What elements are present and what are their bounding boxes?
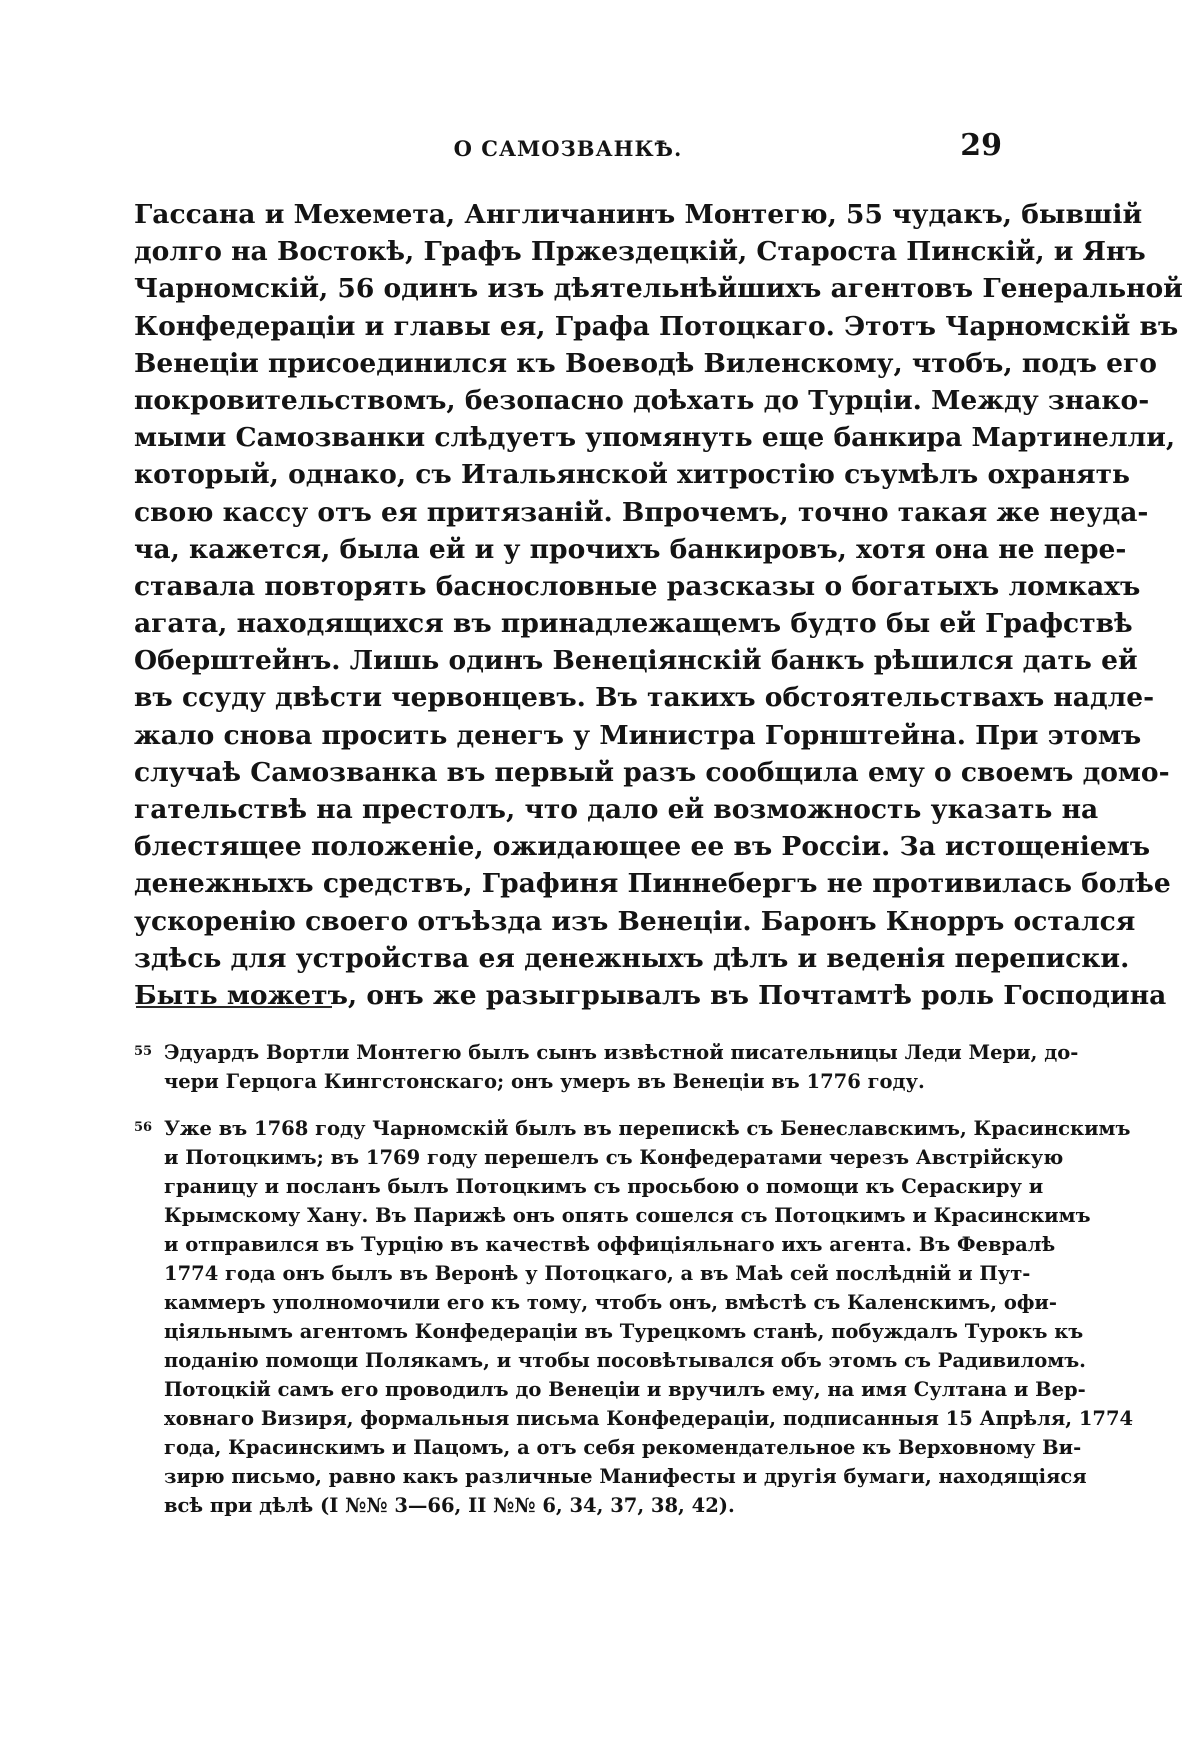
text-line: Конфедераціи и главы ея, Графа Потоцкаго. Этотъ Чарномскій въ: [134, 310, 1179, 342]
footnote-marker: 55: [134, 1044, 153, 1059]
footnote-56: [134, 1114, 1134, 1520]
text-line: свою кассу отъ ея притязаній. Впрочемъ, точно такая же неуда-: [134, 496, 1149, 528]
text-line: ставала повторять баснословные разсказы о богатыхъ ломкахъ: [134, 570, 1141, 602]
text-line: ускоренію своего отъѣзда изъ Венеціи. Баронъ Кнорръ остался: [134, 905, 1136, 937]
running-head: О САМОЗВАНКѢ.: [453, 136, 683, 161]
footnote-marker: 56: [134, 1120, 153, 1135]
text-line: Оберштейнъ. Лишь одинъ Венеціянскій банкъ рѣшился дать ей: [134, 645, 1138, 677]
text-line: агата, находящихся въ принадлежащемъ будто бы ей Графствѣ: [134, 608, 1133, 640]
text-line: Гассана и Мехемета, Англичанинъ Монтегю, 55 чудакъ, бывшій: [134, 199, 1143, 230]
footnote-line: Потоцкій самъ его проводилъ до Венеціи и вручилъ ему, на имя Султана и Вер-: [164, 1378, 1086, 1401]
text-line: который, однако, съ Итальянской хитростію съумѣлъ охранять: [134, 459, 1131, 491]
text-line: покровительствомъ, безопасно доѣхать до Турціи. Между знако-: [134, 384, 1150, 416]
footnote-line: и отправился въ Турцію въ качествѣ оффиціяльнаго ихъ агента. Въ Февралѣ: [164, 1233, 1056, 1256]
footnotes: [134, 1038, 1134, 1538]
footnote-line: Эдуардъ Вортли Монтегю былъ сынъ извѣстной писательницы Леди Мери, до-: [164, 1041, 1079, 1064]
page-number: 29: [960, 128, 1002, 163]
footnote-line: Уже въ 1768 году Чарномскій былъ въ перепискѣ съ Бенеславскимъ, Красинскимъ: [164, 1117, 1131, 1140]
text-line: Быть можетъ, онъ же разыгрывалъ въ Почтамтѣ роль Господина: [134, 979, 1167, 1011]
main-text: [134, 196, 1183, 1014]
text-line: въ ссуду двѣсти червонцевъ. Въ такихъ обстоятельствахъ надле-: [134, 682, 1155, 714]
footnote-55: [134, 1038, 1079, 1096]
text-line: гательствѣ на престолъ, что дало ей возможность указать на: [134, 794, 1099, 825]
footnote-line: поданію помощи Полякамъ, и чтобы посовѣтывался объ этомъ съ Радивиломъ.: [164, 1349, 1086, 1372]
text-line: мыми Самозванки слѣдуетъ упомянуть еще банкира Мартинелли,: [134, 422, 1176, 454]
footnote-line: зирю письмо, равно какъ различные Манифесты и другія бумаги, находящіяся: [164, 1465, 1087, 1488]
text-line: ча, кажется, была ей и у прочихъ банкировъ, хотя она не пере-: [134, 533, 1127, 565]
footnote-line: Крымскому Хану. Въ Парижѣ онъ опять сошелся съ Потоцкимъ и Красинскимъ: [164, 1204, 1091, 1227]
footnote-line: чери Герцога Кингстонскаго; онъ умеръ въ Венеціи въ 1776 году.: [164, 1070, 925, 1093]
footnote-line: и Потоцкимъ; въ 1769 году перешелъ съ Конфедератами черезъ Австрійскую: [164, 1146, 1064, 1169]
text-line: случаѣ Самозванка въ первый разъ сообщила ему о своемъ домо-: [134, 756, 1170, 788]
text-line: долго на Востокѣ, Графъ Пржездецкій, Староста Пинскій, и Янъ: [134, 236, 1146, 268]
text-line: жало снова просить денегъ у Министра Горнштейна. При этомъ: [134, 719, 1142, 751]
page-header: [134, 128, 1002, 168]
footnote-separator: [136, 1006, 332, 1008]
footnote-line: года, Красинскимъ и Пацомъ, а отъ себя рекомендательное къ Верховному Ви-: [164, 1436, 1082, 1459]
text-line: блестящее положеніе, ожидающее ее въ Россіи. За истощеніемъ: [134, 831, 1151, 863]
footnote-line: каммеръ уполномочили его къ тому, чтобъ онъ, вмѣстѣ съ Каленскимъ, офи-: [164, 1291, 1057, 1314]
text-line: Чарномскій, 56 одинъ изъ дѣятельнѣйшихъ агентовъ Генеральной: [134, 273, 1183, 305]
text-line: Венеціи присоединился къ Воеводѣ Виленскому, чтобъ, подъ его: [134, 347, 1157, 379]
footnote-line: 1774 года онъ былъ въ Веронѣ у Потоцкаго, а въ Маѣ сей послѣдній и Пут-: [164, 1262, 1031, 1285]
footnote-line: ціяльнымъ агентомъ Конфедераціи въ Турецкомъ станѣ, побуждалъ Турокъ къ: [164, 1320, 1084, 1343]
footnote-line: ховнаго Визиря, формальныя письма Конфедераціи, подписанныя 15 Апрѣля, 1774: [164, 1407, 1134, 1430]
footnote-line: всѣ при дѣлѣ (I №№ 3—66, II №№ 6, 34, 37, 38, 42).: [164, 1494, 735, 1517]
text-line: здѣсь для устройства ея денежныхъ дѣлъ и веденія переписки.: [134, 942, 1130, 974]
footnote-line: границу и посланъ былъ Потоцкимъ съ просьбою о помощи къ Сераскиру и: [164, 1175, 1044, 1198]
text-line: денежныхъ средствъ, Графиня Пиннебергъ не противилась болѣе: [134, 868, 1171, 900]
